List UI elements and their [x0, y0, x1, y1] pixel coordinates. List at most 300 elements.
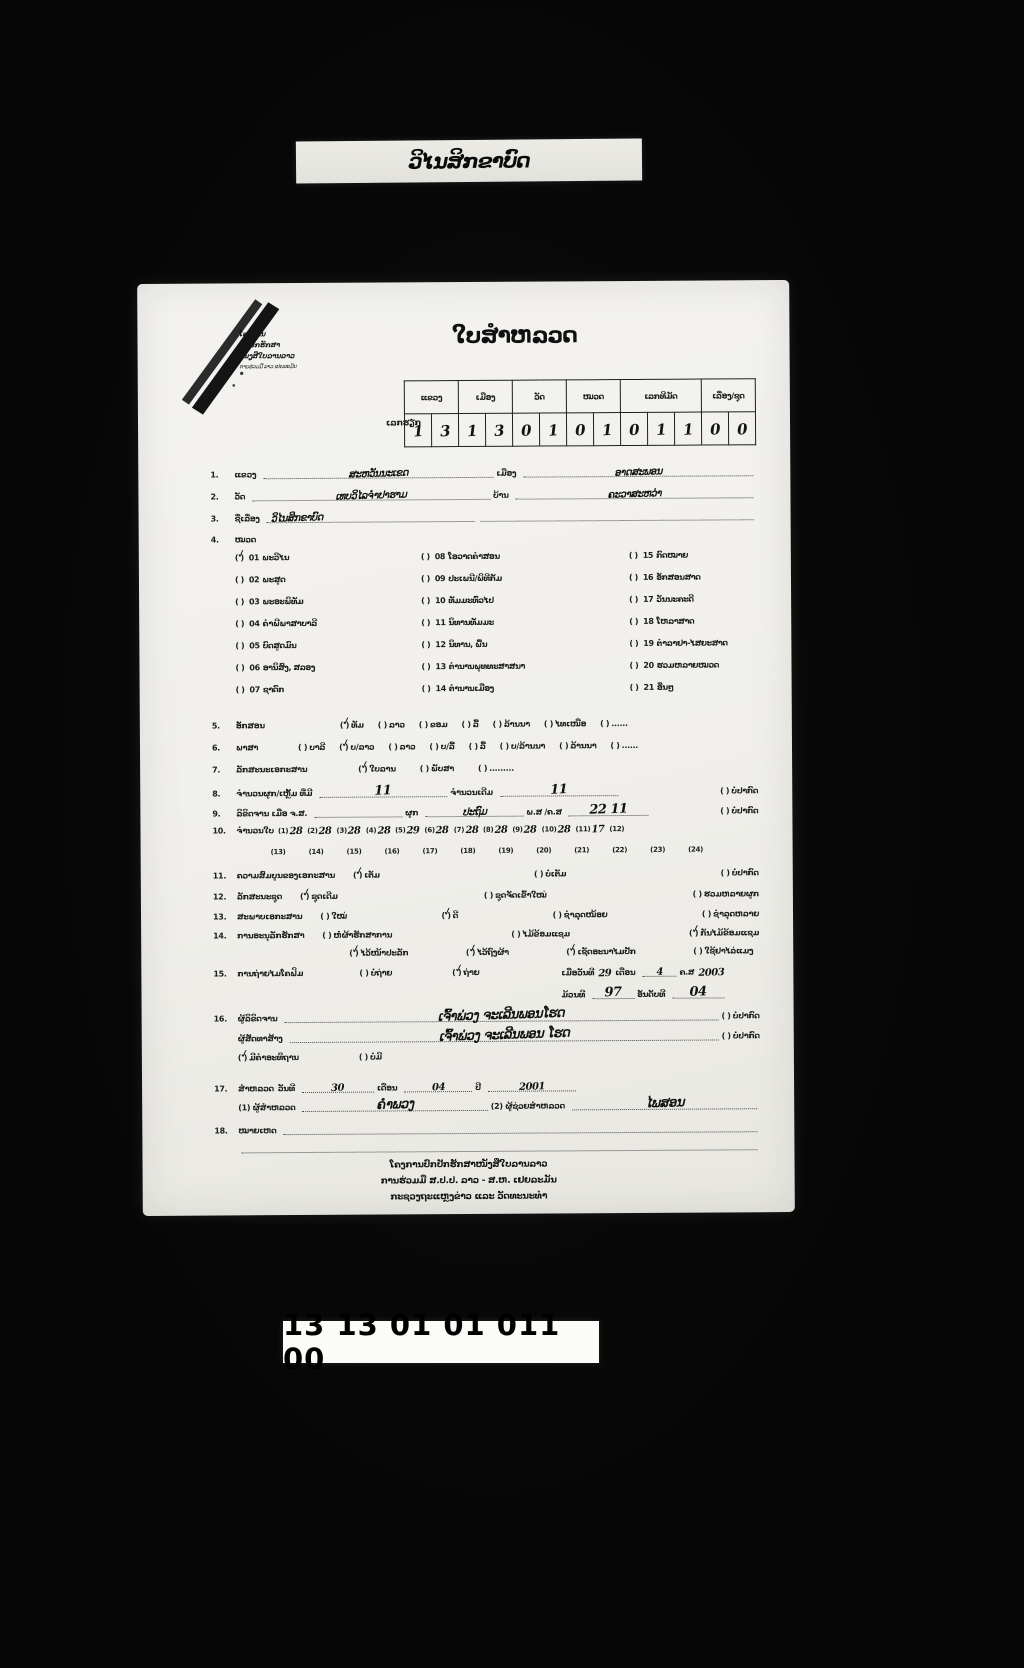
survey-day-value: 30	[331, 1082, 345, 1094]
survey-label: ສຳຫລວດ	[238, 1084, 274, 1094]
category-label: ປະເພນີ/ພິທີກັມ	[448, 573, 502, 584]
checkbox	[421, 574, 430, 583]
original-count-value: 11	[550, 782, 568, 798]
leaf-index: (2)	[307, 826, 318, 835]
leaf-index: (3)	[336, 826, 347, 835]
logo-line: ປົກປັກຮັກສາ	[239, 341, 281, 350]
category-number: 20	[643, 660, 654, 670]
category-number: 15	[642, 550, 654, 560]
field-number: 14.	[213, 931, 227, 941]
leaf-index: (12)	[609, 825, 625, 834]
checkbox	[600, 719, 609, 728]
fascicle-count-blank	[319, 785, 447, 798]
leaf-index: (6)	[424, 826, 435, 835]
handwritten-digit: 0	[574, 420, 586, 440]
category-item	[235, 574, 421, 597]
category-label: ຕຳນານເມືອງ	[448, 683, 494, 694]
checkbox	[235, 553, 244, 562]
title-slip	[296, 138, 642, 183]
code-column-header: ໝວດ	[566, 380, 620, 413]
option	[544, 719, 586, 728]
option-label: ລ້ານນາ	[570, 741, 597, 751]
checkbox	[493, 720, 502, 729]
checkbox	[340, 721, 349, 730]
checkbox-not-shown	[720, 806, 758, 815]
survey-year-value: 2001	[518, 1081, 545, 1094]
option	[693, 889, 759, 898]
leaf-value: 29	[406, 825, 420, 837]
district-label: ເມືອງ	[496, 468, 517, 478]
title-blank-tail	[481, 508, 754, 522]
category-number: 17	[642, 594, 654, 604]
option	[493, 720, 530, 729]
survey-day-blank	[302, 1081, 374, 1093]
category-item	[629, 550, 767, 573]
surveyor2-label: (2) ຜູ້ຊ່ວຍສຳຫລວດ	[490, 1101, 565, 1111]
field-number: 12.	[212, 892, 227, 902]
fascicle-count-value: 11	[374, 783, 393, 799]
category-item	[421, 551, 629, 574]
option-label: ທັມ	[351, 720, 364, 730]
checkbox	[421, 552, 430, 561]
monastery-blank	[252, 488, 490, 501]
category-label: ພະສູດ	[262, 575, 286, 585]
checkbox	[478, 764, 487, 773]
option	[441, 911, 458, 920]
checkbox	[693, 890, 702, 899]
leaf-count	[574, 846, 590, 854]
leaf-value: 28	[464, 824, 479, 837]
option-label: .........	[489, 763, 514, 773]
category-item	[421, 573, 629, 596]
checkbox	[339, 743, 348, 752]
option-label: ບໍ່ເຕັມ	[545, 869, 567, 879]
title-label: ຊື່ເລື່ອງ	[234, 514, 260, 524]
era-year-value: 22 11	[589, 801, 629, 818]
handwritten-digit: 0	[520, 420, 532, 440]
conservation-options-2	[349, 946, 753, 957]
field-number: 11.	[212, 871, 227, 881]
checkbox	[359, 969, 368, 978]
option-label: ບໍ່ປາກົດ	[731, 868, 759, 878]
checkbox	[419, 720, 428, 729]
leaf-count	[498, 847, 514, 855]
leaf-count	[512, 825, 536, 834]
leaf-index: (22)	[612, 846, 628, 855]
code-digit-cell	[404, 414, 431, 447]
checkbox	[452, 968, 461, 977]
remarks-label: ໝາຍເຫດ	[238, 1126, 277, 1136]
category-label: ຕຳນານພຸທທະສາສນາ	[448, 661, 526, 672]
checkbox	[235, 597, 244, 606]
checkbox	[388, 742, 397, 751]
checkbox	[422, 684, 431, 693]
field-conservation-2	[349, 946, 753, 957]
footer-line: ການຮ່ວມມື ສ.ປ.ປ. ລາວ - ສ.ຫ. ເຢຍລະມັນ	[380, 1175, 557, 1187]
language-label: ພາສາ	[235, 743, 259, 753]
checkbox	[629, 551, 638, 560]
code-digit-cell	[593, 413, 620, 446]
material-options	[358, 764, 514, 774]
completeness-label: ຄວາມສົມບູນຂອງເອກະສານ	[236, 870, 336, 881]
field-survey-date	[214, 1079, 614, 1093]
option-label: ກັນໄມ້ຂ້ອມແຊມ	[700, 928, 760, 938]
category-label: ພະອະພິທັມ	[262, 596, 304, 607]
field-set-type	[213, 889, 759, 901]
remarks-blank-2	[241, 1138, 757, 1153]
title-value: ວິໄນສິກຂາບົດ	[270, 512, 324, 525]
option	[359, 1053, 382, 1062]
checkbox	[238, 1053, 247, 1062]
code-column-header: ເມືອງ	[458, 380, 512, 413]
fascicle-count-label: ຈຳນວນຜູກ/ເຫຼັ້ມ ທີ່ມີ	[236, 788, 313, 799]
option-label: ຊຳລຸດໜ້ອຍ	[563, 910, 608, 920]
option-label: ຮວມຫລາຍຜູກ	[703, 889, 759, 899]
code-digit-cell	[485, 413, 512, 446]
microfilm-date-line	[561, 964, 759, 980]
option	[339, 743, 374, 752]
category-label: ທັມມະທົ່ວໄປ	[448, 595, 494, 606]
category-label: ນິທານທັມມະ	[448, 617, 494, 628]
surveyor2-blank	[572, 1097, 757, 1110]
category-item	[421, 595, 629, 618]
leaf-count	[337, 826, 361, 835]
leaf-value: 28	[557, 824, 571, 836]
footer-line: ກະຊວງຖະແຫຼງຂ່າວ ແລະ ວັດທະນະທຳ	[390, 1191, 548, 1202]
checkbox	[300, 892, 309, 901]
option	[358, 764, 396, 773]
handwritten-digit: 1	[412, 421, 424, 441]
category-label: ພະວິໄນ	[262, 553, 290, 563]
survey-month-label: ເດືອນ	[377, 1083, 398, 1093]
field-date-written	[212, 803, 758, 818]
leaf-index: (8)	[482, 825, 494, 834]
leaf-index: (17)	[422, 847, 438, 856]
option	[478, 764, 514, 773]
checkbox	[421, 640, 430, 649]
title-slip-text: ວິໄນສິກຂາບົດ	[408, 148, 530, 174]
footer-line: ໂຄງການປົກປັກຮັກສາໜັງສືໃບລານລາວ	[389, 1159, 548, 1171]
field-number: 13.	[213, 912, 227, 922]
option	[600, 719, 628, 728]
option	[378, 720, 405, 729]
option	[462, 720, 479, 729]
logo-text-block	[239, 329, 296, 372]
option	[340, 721, 364, 730]
code-column-header: ເລື່ອງ/ຊຸດ	[701, 379, 755, 412]
condition-label: ສະພາບເອກະສານ	[237, 912, 303, 922]
checkbox	[629, 595, 638, 604]
village-value: ຄະວາສະຫວ່າ	[607, 488, 662, 501]
code-digit-cell	[647, 412, 674, 445]
field-number: 16.	[213, 1014, 227, 1024]
category-item	[629, 572, 767, 595]
option	[359, 968, 392, 977]
option-label: ເຊັດອະນາໄມປັກ	[577, 946, 636, 957]
category-label: ວັນນະຄະດີ	[656, 594, 694, 604]
province-blank	[263, 466, 493, 479]
category-number: 04	[249, 619, 260, 629]
field-number: 4.	[210, 535, 219, 545]
category-number: 07	[249, 685, 260, 695]
scribe-value: ເຈົ້າພ່ວງ ຈະເລີນພອນໂຮດ	[437, 1005, 565, 1025]
category-label: ອັກສອນສາດ	[656, 572, 701, 582]
survey-month-value: 04	[431, 1081, 445, 1094]
category-item	[235, 640, 421, 663]
option	[300, 892, 338, 901]
category-item	[421, 639, 629, 662]
category-item	[235, 618, 421, 641]
checkbox	[420, 764, 429, 773]
category-item	[421, 661, 629, 684]
leaf-count	[347, 848, 363, 856]
category-number: 02	[248, 575, 260, 585]
option-label: ຫໍ່ຜ້າຮັກສາການ	[333, 930, 393, 940]
leaf-index: (1)	[277, 827, 289, 836]
leaf-index: (20)	[536, 846, 552, 855]
survey-year-label: ປີ	[475, 1082, 481, 1092]
checkbox	[358, 765, 367, 774]
code-digit-cell	[512, 413, 539, 446]
leaf-value: 28	[347, 825, 362, 837]
category-label: ອານິສົງ, ສລອງ	[262, 662, 316, 673]
option-label: ບ/ລາວ	[350, 742, 375, 752]
microfilm-reel-line	[561, 986, 741, 999]
leaf-index: (9)	[512, 825, 523, 834]
option	[511, 929, 570, 938]
option-label: ບາລີ	[309, 742, 326, 752]
option	[388, 742, 415, 751]
checkbox-not-shown	[721, 1011, 759, 1020]
conservation-label: ການອະນຸລັກຮັກສາ	[237, 930, 305, 941]
code-table-header-row	[404, 379, 755, 414]
code-digit-cell	[431, 414, 458, 447]
sponsor-label: ຜູ້ສັດທາສ້າງ	[237, 1034, 283, 1044]
survey-year-blank	[488, 1079, 576, 1092]
fascicle-value: ປະຖົມ	[462, 806, 487, 819]
film-day-value: 29	[598, 967, 612, 980]
leaf-count	[460, 847, 476, 855]
script-options	[340, 719, 628, 730]
leaf-index: (14)	[308, 847, 324, 856]
checkbox	[689, 929, 698, 938]
handwritten-digit: 0	[628, 420, 640, 439]
leaf-count	[612, 846, 628, 854]
field-colophon	[238, 1051, 638, 1062]
film-date-label: ເມື່ອວັນທີ	[561, 968, 595, 978]
option-label: ລາວ	[399, 742, 416, 752]
option	[353, 871, 380, 880]
category-label: ໂອວາດຄຳສອນ	[448, 551, 500, 562]
category-label: ໂຫລາສາດ	[656, 616, 695, 626]
field-monastery	[210, 486, 756, 501]
handwritten-digit: 1	[466, 421, 478, 440]
code-column-header: ແຂວງ	[404, 381, 458, 414]
option	[689, 928, 759, 937]
leaf-value: 28	[318, 825, 332, 838]
field-language	[212, 740, 758, 752]
category-label: ຮວມຫລາຍໝວດ	[656, 660, 720, 670]
leaf-index: (13)	[270, 848, 286, 857]
category-number: 12	[435, 640, 446, 650]
checkbox	[235, 619, 244, 628]
field-conservation	[213, 928, 759, 940]
category-item	[629, 594, 767, 617]
checkbox	[235, 575, 244, 584]
leaf-count	[422, 847, 438, 855]
leaf-count	[307, 825, 332, 838]
monastery-label: ວັດ	[234, 492, 246, 502]
handwritten-digit: 1	[655, 419, 667, 439]
checkbox-not-shown	[720, 786, 758, 795]
field-script	[212, 718, 758, 730]
code-digit-cell	[728, 412, 755, 445]
field-material	[212, 762, 758, 774]
survey-sheet	[137, 280, 795, 1216]
code-digit-cell	[620, 412, 647, 445]
leaf-value: 17	[591, 823, 605, 836]
category-item	[421, 617, 629, 640]
checkbox	[511, 930, 520, 939]
field-category	[211, 532, 757, 544]
category-item	[629, 660, 767, 683]
category-label: ໝວດ	[234, 535, 257, 545]
category-number: 06	[249, 663, 260, 673]
option-label: ໄວ້ໜ້າປະລັກ	[360, 948, 409, 958]
field-remarks	[214, 1120, 760, 1135]
field-number: 10.	[212, 826, 226, 836]
checkbox	[629, 639, 638, 648]
field-province	[210, 464, 756, 479]
leaf-value: 28	[377, 825, 391, 837]
option	[553, 910, 608, 919]
field-number: 18.	[214, 1126, 228, 1136]
leaf-index: (11)	[575, 825, 591, 834]
option-label: ......	[611, 719, 628, 729]
field-number: 15.	[213, 969, 227, 979]
field-number: 6.	[211, 743, 221, 753]
option-label: ດີ	[452, 911, 459, 921]
leaf-counts-label: ຈຳນວນໃບ	[236, 826, 274, 836]
leaf-count	[271, 848, 287, 856]
film-year-value: 2003	[698, 967, 725, 979]
fascicle-label: ຜູກ	[405, 808, 419, 818]
code-digit-cell	[458, 413, 485, 446]
not-shown-label: ບໍ່ປາກົດ	[732, 1031, 760, 1041]
category-item	[630, 682, 768, 705]
option	[466, 948, 509, 957]
checkbox	[534, 870, 543, 879]
village-label: ບ້ານ	[492, 490, 509, 500]
checkbox	[421, 596, 430, 605]
checkbox	[630, 683, 639, 692]
leaf-index: (24)	[688, 845, 704, 854]
leaf-counts-line2	[271, 845, 726, 856]
code-table	[404, 378, 756, 447]
checkbox	[322, 931, 331, 940]
field-leaf-counts-2	[271, 845, 759, 856]
category-number: 16	[642, 572, 654, 582]
option-label: ຊຸດເດີມ	[311, 891, 338, 901]
cs-year-blank	[314, 805, 402, 818]
option-label: ......	[621, 740, 639, 751]
film-era-label: ຄ.ສ	[679, 967, 695, 977]
category-label: ນິທານ, ພື້ນ	[448, 639, 488, 650]
checkbox	[722, 1031, 731, 1040]
category-number: 18	[643, 616, 654, 626]
option	[693, 946, 753, 955]
option-label: ລື້	[479, 741, 486, 751]
checkbox	[235, 641, 244, 650]
category-item	[235, 596, 421, 619]
field-title	[211, 508, 757, 523]
scribe-label: ຜູ້ລິຂິດຈານ	[237, 1014, 278, 1024]
option	[534, 869, 566, 878]
sequence-blank	[672, 986, 724, 998]
footer-block	[143, 1156, 795, 1207]
checkbox	[484, 891, 493, 900]
surveyor1-blank	[302, 1096, 487, 1114]
leaf-index: (18)	[460, 846, 476, 856]
category-number: 11	[435, 618, 446, 628]
option	[298, 743, 325, 752]
option	[419, 720, 448, 729]
handwritten-digit: 0	[736, 419, 748, 439]
checkbox	[544, 719, 553, 728]
checkbox	[320, 912, 329, 921]
checkbox	[298, 743, 307, 752]
district-value: ອາດສະພອນ	[614, 466, 663, 479]
option	[721, 868, 759, 877]
field-microfilm	[213, 968, 543, 979]
sequence-value: 04	[689, 984, 708, 1000]
category-item	[235, 662, 421, 685]
category-item	[235, 552, 421, 575]
checkbox	[720, 786, 729, 795]
category-label: ບົດສູດມົນ	[262, 641, 297, 651]
leaf-count	[395, 825, 420, 837]
reel-blank	[592, 984, 634, 1001]
leaf-index: (15)	[346, 847, 362, 856]
option-label: ພັບສາ	[430, 764, 454, 774]
leaf-count	[609, 825, 625, 833]
category-number: 03	[248, 597, 260, 607]
option	[349, 948, 408, 957]
date-written-label: ລິຂິດຈານ ເມື່ອ ຈ.ສ.	[236, 808, 308, 819]
option-label: ມີຄຳອະທິຖານ	[249, 1053, 299, 1063]
leaf-index: (4)	[365, 826, 377, 835]
leaf-count	[688, 846, 704, 854]
scribe-blank	[284, 1005, 718, 1025]
category-number: 19	[643, 638, 654, 648]
logo-line: ໜັງສືໃບລານລາວ	[239, 352, 295, 361]
era-year-blank	[569, 801, 649, 818]
checkbox	[429, 742, 438, 751]
field-completeness	[213, 868, 759, 880]
option	[566, 947, 636, 956]
option	[484, 891, 547, 900]
category-item	[629, 638, 767, 661]
field-number: 2.	[210, 492, 219, 502]
original-count-blank	[500, 784, 618, 797]
leaf-count	[309, 848, 325, 856]
category-number: 08	[434, 552, 446, 562]
option-label: ໄວ້ຖົງຜ້າ	[477, 947, 509, 957]
code-bar	[283, 1308, 599, 1376]
option-label: ຂອມ	[429, 720, 448, 730]
checkbox	[553, 910, 562, 919]
category-item	[422, 683, 630, 706]
